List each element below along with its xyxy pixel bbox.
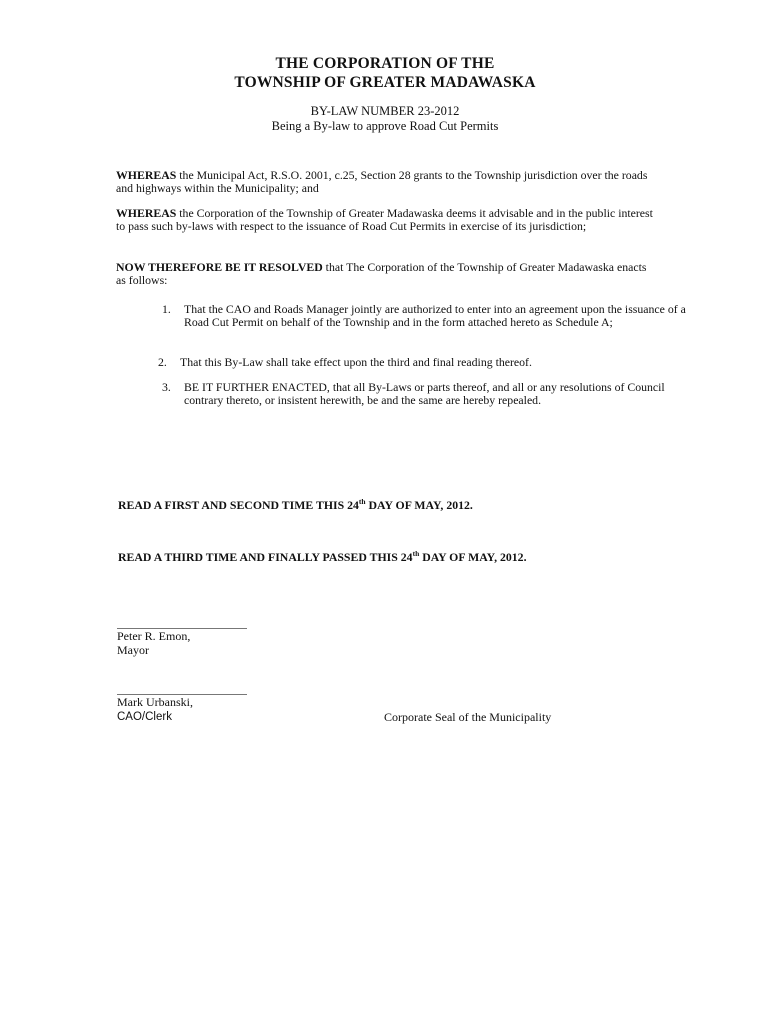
clerk-name: Mark Urbanski, bbox=[117, 695, 193, 709]
clerk-title: CAO/Clerk bbox=[117, 711, 172, 723]
enactment-number: 1. bbox=[162, 302, 171, 316]
recital-2 bbox=[116, 207, 656, 234]
reading-text: READ A FIRST AND SECOND TIME THIS 24 bbox=[118, 498, 359, 512]
reading-text: READ A THIRD TIME AND FINALLY PASSED THIS 24 bbox=[118, 550, 413, 564]
enactment-number: 2. bbox=[158, 355, 167, 369]
bylaw-purpose: Being a By-law to approve Road Cut Permits bbox=[271, 119, 499, 133]
enactment-number: 3. bbox=[162, 380, 171, 394]
enactment-item-1 bbox=[162, 302, 694, 330]
enactment-text: BE IT FURTHER ENACTED, that all By-Laws or parts thereof, and all or any resolutions of Council contrary thereto, or insistent herewith, be and the same are hereby repealed. bbox=[184, 380, 665, 408]
reading-text: DAY OF MAY, 2012. bbox=[365, 498, 473, 512]
mayor-name: Peter R. Emon, bbox=[117, 629, 191, 643]
bylaw-number: BY-LAW NUMBER 23-2012 bbox=[310, 104, 460, 118]
enactment-item-2 bbox=[158, 355, 690, 369]
resolution-clause bbox=[116, 261, 656, 288]
recital-keyword: NOW THEREFORE BE IT RESOLVED bbox=[116, 260, 323, 274]
recital-1 bbox=[116, 169, 656, 196]
recital-text: the Municipal Act, R.S.O. 2001, c.25, Section 28 grants to the Township jurisdiction over the roads and highways within the Municipality; and bbox=[116, 168, 648, 196]
recital-keyword: WHEREAS bbox=[116, 168, 177, 182]
recital-keyword: WHEREAS bbox=[116, 206, 177, 220]
ordinal-suffix: th bbox=[412, 549, 420, 558]
recital-text: the Corporation of the Township of Greater Madawaska deems it advisable and in the public interest to pass such by-laws with respect to the issuance of Road Cut Permits in exercise of its jurisdiction; bbox=[116, 206, 653, 234]
enactment-item-3 bbox=[162, 380, 694, 408]
title-line-1: THE CORPORATION OF THE bbox=[275, 55, 495, 72]
enactment-text: That the CAO and Roads Manager jointly are authorized to enter into an agreement upon the issuance of a Road Cut Permit on behalf of the Township and in the form attached hereto as Schedule A; bbox=[184, 302, 686, 330]
recital-text: that The Corporation of the Township of Greater Madawaska enacts as follows: bbox=[116, 260, 647, 288]
ordinal-suffix: th bbox=[358, 497, 366, 506]
third-reading bbox=[118, 550, 527, 565]
enactment-text: That this By-Law shall take effect upon the third and final reading thereof. bbox=[180, 355, 532, 369]
corporate-seal-label: Corporate Seal of the Municipality bbox=[384, 710, 552, 724]
title-line-2: TOWNSHIP OF GREATER MADAWASKA bbox=[234, 74, 536, 91]
reading-text: DAY OF MAY, 2012. bbox=[419, 550, 527, 564]
first-second-reading bbox=[118, 498, 473, 513]
mayor-title: Mayor bbox=[117, 643, 149, 657]
